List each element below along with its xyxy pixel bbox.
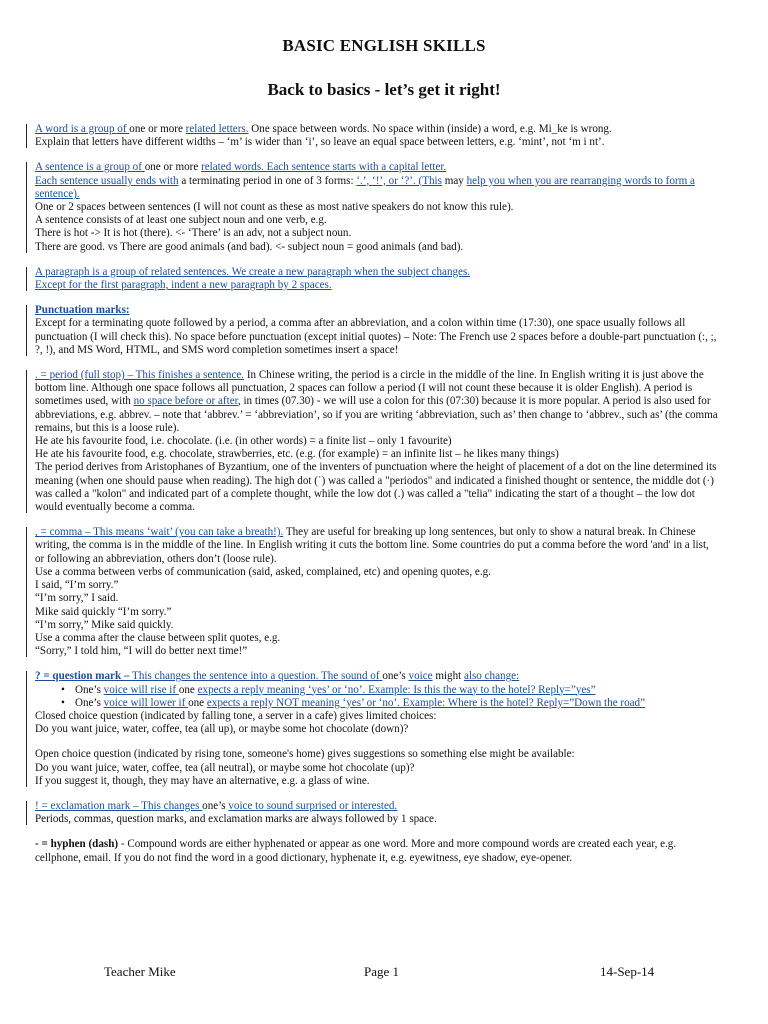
sentence-ends: Each sentence usually ends with (35, 174, 179, 187)
period-heading: . = period (full stop) – This finishes a sentence. (35, 369, 245, 382)
question-heading-might: might (432, 670, 464, 683)
word-line-1 (35, 123, 720, 136)
hyphen-section (35, 838, 720, 864)
spacer (35, 736, 720, 748)
question-line-2: Do you want juice, water, coffee, tea (all up), or maybe some hot chocolate (down)? (35, 723, 409, 736)
question-heading-change: also change: (463, 670, 520, 683)
hyphen-body (35, 838, 720, 864)
period-text-2: , in times (07.30) - we will use a colon for this (07:30) because it is more popular. A period is also used for abbreviations, e.g. abbrev. – note that ‘abbrev.’ = ‘abbreviation’, so if you are writing ‘abbreviation, such as’ then change to ‘abbrev., such as’ (the comma remains, but this is a loose rule). (35, 395, 718, 434)
sentence-line-4: A sentence consists of at least one subject noun and one verb, e.g. (35, 214, 327, 227)
comma-body (35, 526, 720, 566)
sentence-text: one or more (144, 161, 202, 174)
bullet-2-text: One’s (75, 696, 104, 709)
comma-text: They are useful for breaking up long sentences, but only to show a natural break. In Chinese writing, the comma is in the middle of the line. In English writing it cuts the bottom line. Some countries do put a comma before the word 'and' in a list, or following an abbreviation, others don’t (loose rule). (35, 526, 709, 565)
list-item (75, 697, 720, 710)
question-heading-text: This changes the sentence into a question. The sound of (129, 670, 383, 683)
footer-author: Teacher Mike (104, 964, 176, 979)
word-related-letters: related letters. (185, 123, 249, 135)
question-line-1: Closed choice question (indicated by falling tone, a server in a cafe) gives limited choices: (35, 709, 437, 722)
footer-page-number: Page 1 (364, 964, 400, 979)
exclamation-heading-label: ! = exclamation mark – This changes (35, 799, 203, 812)
sentence-rearranging: help you when you are rearranging words to form a sentence). (35, 174, 695, 200)
footer-date: 14-Sep-14 (600, 964, 655, 979)
sentence-related-words: related words. Each sentence starts with a capital letter. (201, 161, 447, 174)
page-title: BASIC ENGLISH SKILLS (282, 36, 486, 55)
bullet-1-voice: voice will rise if (103, 683, 179, 696)
sentence-definition: A sentence is a group of (35, 161, 145, 174)
question-line-3: Open choice question (indicated by rising tone, someone's home) gives suggestions so something else might be available: (35, 748, 575, 761)
comma-section (35, 526, 720, 658)
question-line-4: Do you want juice, water, coffee, tea (all neutral), or maybe some hot chocolate (up)? (35, 761, 415, 774)
comma-line-7: Use a comma after the clause between split quotes, e.g. (35, 631, 281, 644)
comma-heading: , = comma – This means ‘wait’ (you can take a breath!). (35, 526, 284, 539)
sentence-line-1 (35, 161, 720, 174)
question-heading-label: ? = question mark – (35, 670, 130, 683)
page-subtitle: Back to basics - let’s get it right! (267, 80, 501, 99)
question-heading-ones: one’s (382, 670, 409, 683)
hyphen-text: - Compound words are either hyphenated or appear as one word. More and more compound words are created each year, e.g. cellphone, email. If you do not find the word in a good dictionary, hyphenate it, e.g. eyewitness, eye shadow, eye-opener. (35, 838, 677, 864)
sentence-text-3: may (441, 174, 467, 187)
hyphen-heading: - = hyphen (dash) (35, 838, 119, 851)
punctuation-section (35, 304, 720, 357)
period-body (35, 369, 720, 435)
sentence-line-3: One or 2 spaces between sentences (I will not count as these as most native speakers do not know this rule). (35, 201, 514, 214)
bullet-1-expects: expects (197, 683, 231, 696)
exclamation-heading (35, 800, 720, 813)
question-line-5: If you suggest it, though, they may have an alternative, e.g. a glass of wine. (35, 774, 370, 787)
sentence-text-2: a terminating period in one of 3 forms: (178, 174, 357, 187)
word-text: one or more (129, 123, 186, 135)
comma-line-3: I said, “I’m sorry.” (35, 579, 119, 592)
comma-line-2: Use a comma between verbs of communication (said, asked, complained, etc) and opening quotes, e.g. (35, 565, 491, 578)
word-line-2: Explain that letters have different widths – ‘m’ is wider than ‘i’, so leave an equal space between letters, e.g. ‘mint’, not ‘m i nt’. (35, 136, 605, 149)
question-heading-voice: voice (408, 670, 433, 683)
document-body (35, 123, 720, 865)
page-footer (0, 964, 768, 980)
punctuation-body: Except for a terminating quote followed by a period, a comma after an abbreviation, and a colon within time (17:30), one space usually follows all punctuation (I will check this). No space before punctuation (except initial quotes) – Note: The French use 2 spaces before a double-part punctuation (:, ;, ?, !), and MS Word, HTML, and SMS word completion sometimes insert a space! (35, 317, 717, 356)
paragraph-section (35, 266, 720, 292)
period-line-2: He ate his favourite food, i.e. chocolate. (i.e. (in other words) = a finite list – only 1 favourite) (35, 435, 452, 448)
exclamation-heading-voice: voice to sound surprised or interested. (228, 799, 398, 812)
comma-line-8: “Sorry,” I told him, “I will do better next time!” (35, 645, 248, 658)
period-line-4: The period derives from Aristophanes of Byzantium, one of the inventers of punctuation where the height of placement of a dot on the line determined its meaning (when one should pause when reading). The high dot (˙) was called a "periodos" and indicated a finished thought or sentence, the middle dot (·) was called a "kolon" and indicated part of a complete thought, while the low dot (.) was called a "telia" indicating the start of a thought – the low dot would eventually become a comma. (35, 461, 717, 514)
list-item (75, 684, 720, 697)
period-no-space: no space before or after (133, 395, 238, 408)
period-section (35, 369, 720, 514)
question-heading (35, 670, 720, 683)
question-section (35, 670, 720, 788)
sentence-forms: ‘.’, ‘!’, or ‘?’. (This (356, 174, 442, 187)
bullet-1-one: one (178, 683, 198, 696)
sentence-section (35, 161, 720, 253)
comma-line-4: “I’m sorry,” I said. (35, 592, 119, 605)
sentence-line-5: There is hot -> It is hot (there). <- ‘There’ is an adv, not a subject noun. (35, 227, 352, 240)
exclamation-section (35, 800, 720, 826)
comma-line-5: Mike said quickly “I’m sorry.” (35, 605, 172, 618)
word-section (35, 123, 720, 149)
paragraph-line-1: A paragraph is a group of related sentences. We create a new paragraph when the subject changes. (35, 265, 471, 278)
exclamation-heading-ones: one’s (202, 799, 229, 812)
bullet-2-example: a reply NOT meaning ‘yes’ or ‘no’. Example: Where is the hotel? Reply=”Down the road” (240, 696, 646, 709)
bullet-1-text: One’s (75, 683, 104, 696)
bullet-2-expects: expects (206, 696, 241, 709)
period-line-3: He ate his favourite food, e.g. chocolate, strawberries, etc. (e.g. (for example) = an infinite list – he likes many things) (35, 448, 559, 461)
sentence-line-2 (35, 175, 720, 201)
period-text: In Chinese writing, the period is a circle in the middle of the line. In English writing it is just above the bottom line. Although one space follows all punctuation, 2 spaces can follow a period (I will not count these because it is older English). A period is sometimes used, with (35, 369, 704, 408)
paragraph-line-2: Except for the first paragraph, indent a new paragraph by 2 spaces. (35, 279, 332, 292)
comma-line-6: “I’m sorry,” Mike said quickly. (35, 618, 174, 631)
sentence-line-6: There are good. vs There are good animals (and bad). <- subject noun = good animals (and bad). (35, 240, 464, 253)
exclamation-line-1: Periods, commas, question marks, and exclamation marks are always followed by 1 space. (35, 813, 437, 826)
question-bullets (35, 684, 720, 710)
bullet-2-one: one (188, 696, 207, 709)
bullet-2-voice: voice will lower if (103, 696, 189, 709)
word-text-2: One space between words. No space within (inside) a word, e.g. Mi_ke is wrong. (248, 123, 612, 135)
punctuation-heading: Punctuation marks: (35, 304, 130, 317)
bullet-1-example: a reply meaning ‘yes’ or ‘no’. Example: Is this the way to the hotel? Reply=”yes” (230, 683, 596, 696)
word-definition-link: A word is a group of (35, 123, 130, 135)
